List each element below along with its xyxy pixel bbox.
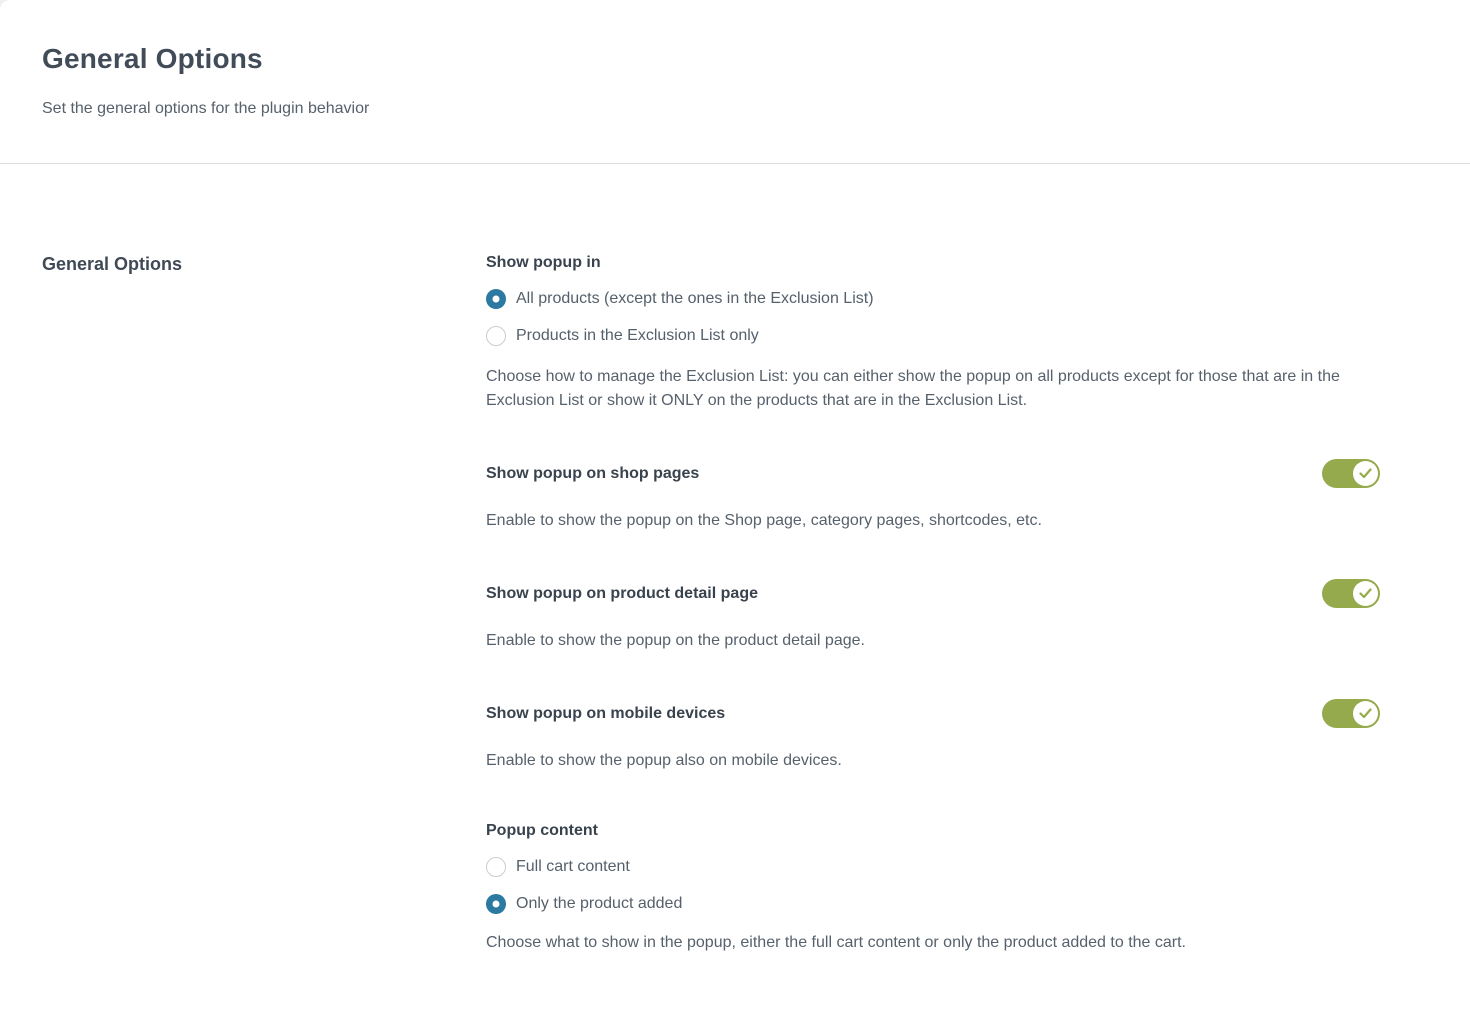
product-detail-label: Show popup on product detail page <box>486 585 758 602</box>
settings-content <box>0 164 1470 1015</box>
options-column <box>486 253 1380 1015</box>
mobile-devices-description: Enable to show the popup also on mobile devices. <box>486 752 842 769</box>
page-header <box>0 0 1470 164</box>
product-detail-toggle[interactable] <box>1322 579 1380 608</box>
radio-option-full-cart-content[interactable] <box>486 857 1380 877</box>
show-popup-in-description: Choose how to manage the Exclusion List: you can either show the popup on all products except for those that are in the Exclusion List or show it ONLY on the products that are in the Exclusion List. <box>486 368 1340 409</box>
product-detail-row <box>486 579 1380 608</box>
shop-pages-label: Show popup on shop pages <box>486 465 700 482</box>
product-detail-description: Enable to show the popup on the product detail page. <box>486 632 865 649</box>
radio-selected-icon[interactable] <box>486 289 506 309</box>
toggle-knob <box>1353 701 1378 726</box>
shop-pages-description: Enable to show the popup on the Shop page, category pages, shortcodes, etc. <box>486 512 1042 529</box>
toggle-knob <box>1353 581 1378 606</box>
radio-option-only-product-added[interactable] <box>486 894 1380 914</box>
radio-option-label: Only the product added <box>516 895 683 912</box>
mobile-devices-label: Show popup on mobile devices <box>486 705 726 722</box>
radio-unselected-icon[interactable] <box>486 857 506 877</box>
toggle-knob <box>1353 461 1378 486</box>
radio-option-label: All products (except the ones in the Exclusion List) <box>516 290 874 307</box>
show-popup-in-label: Show popup in <box>486 254 601 271</box>
shop-pages-toggle[interactable] <box>1322 459 1380 488</box>
radio-option-label: Products in the Exclusion List only <box>516 327 759 344</box>
check-icon <box>1359 708 1372 719</box>
radio-option-exclusion-list-only[interactable] <box>486 326 1380 346</box>
section-column <box>0 253 486 1015</box>
page-title: General Options <box>42 43 263 74</box>
radio-unselected-icon[interactable] <box>486 326 506 346</box>
mobile-devices-row <box>486 699 1380 728</box>
check-icon <box>1359 468 1372 479</box>
radio-selected-icon[interactable] <box>486 894 506 914</box>
section-label: General Options <box>42 254 183 274</box>
popup-content-description: Choose what to show in the popup, either the full cart content or only the product added to the cart. <box>486 934 1186 951</box>
popup-content-label: Popup content <box>486 822 598 839</box>
shop-pages-row <box>486 459 1380 488</box>
check-icon <box>1359 588 1372 599</box>
radio-option-all-products[interactable] <box>486 289 1380 309</box>
page-subtitle: Set the general options for the plugin behavior <box>42 100 370 117</box>
radio-option-label: Full cart content <box>516 858 630 875</box>
mobile-devices-toggle[interactable] <box>1322 699 1380 728</box>
